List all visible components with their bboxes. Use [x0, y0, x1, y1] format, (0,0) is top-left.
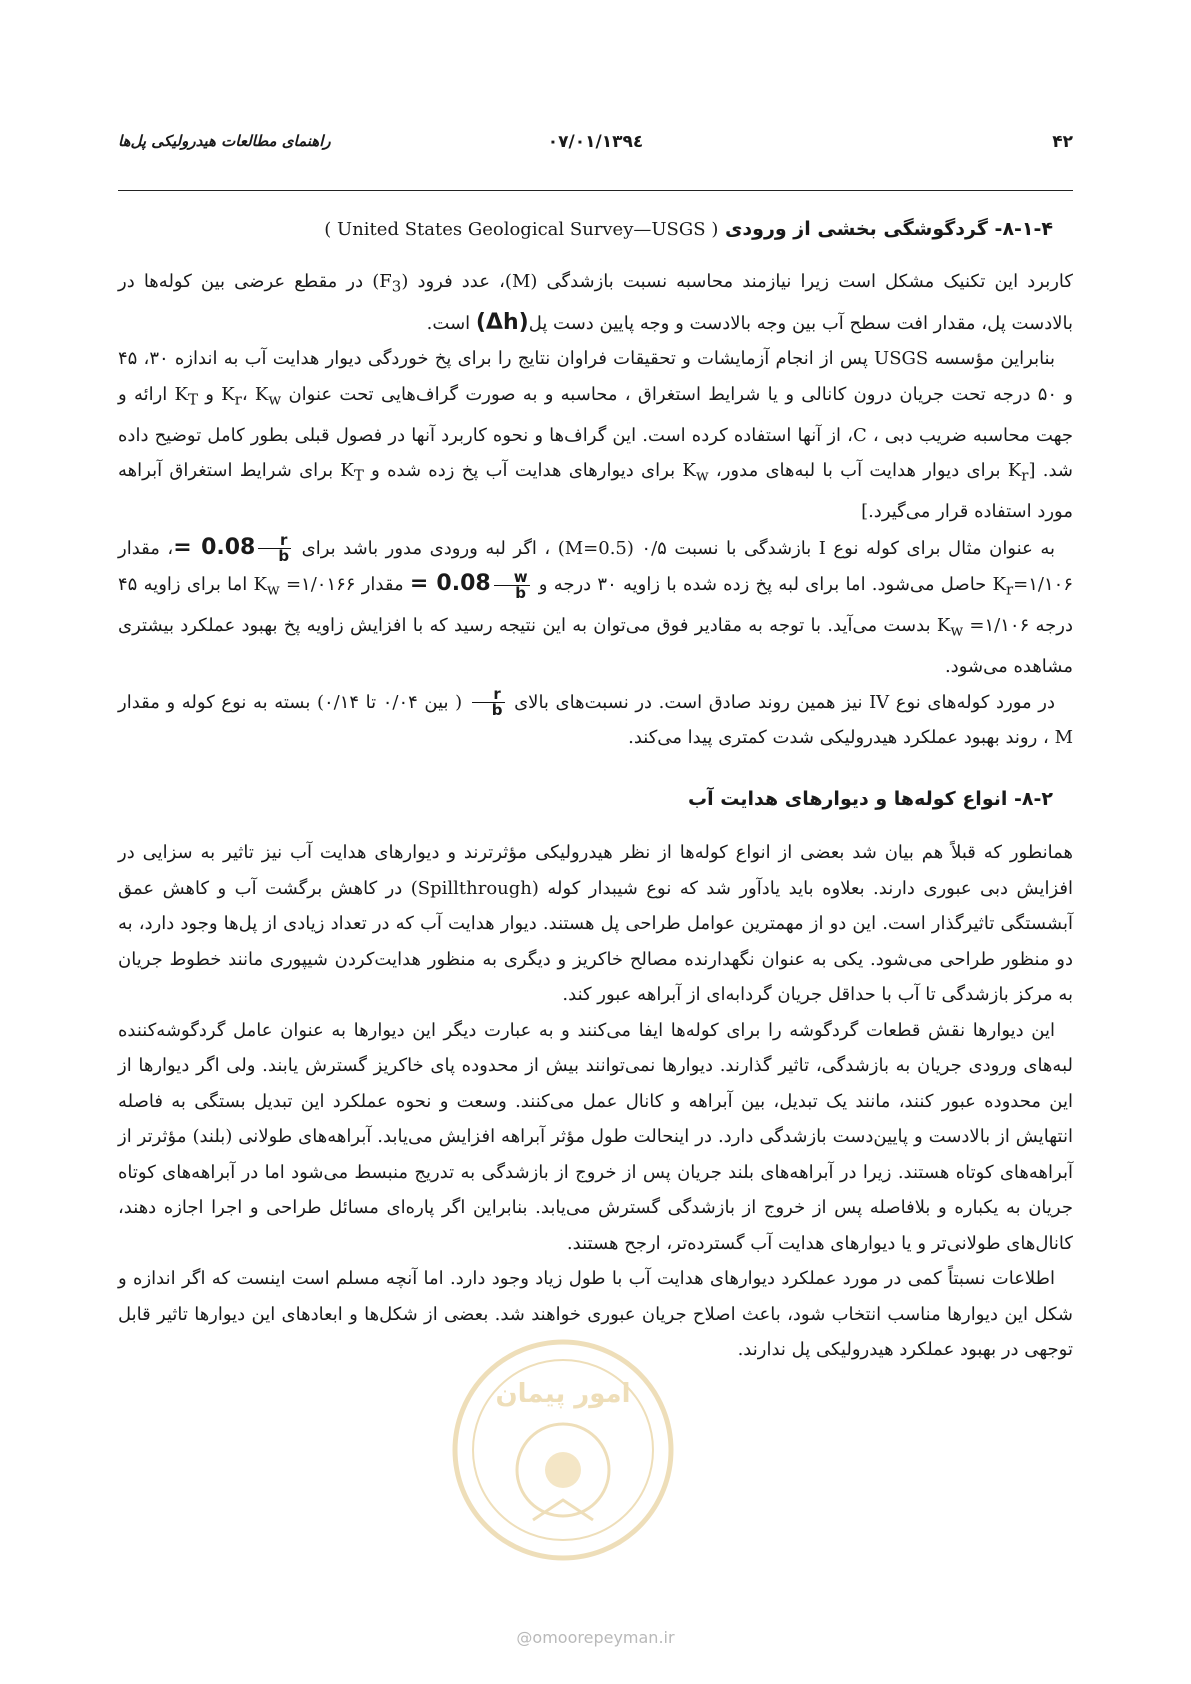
equation-value-2: = 0.08	[409, 571, 491, 597]
section-title: انواع کوله‌ها و دیوارهای هدایت آب	[688, 787, 1008, 810]
page-number: ۴۲	[1052, 132, 1073, 152]
paragraph-2: بنابراین مؤسسه USGS پس از انجام آزمایشات و تحقیقات فراوان نتایج را برای پخ خوردگی دیوار هدایت آب به اندازه ۳۰، ۴۵ و ۵۰ درجه تحت جریان درون کانالی و یا شرایط استغراق ، محاسبه و به صورت گراف‌هایی تحت عنوان $K_r،$ $K_w$ و $K_T$ ارائه و جهت محاسبه ضریب دبی ، C، از آنها استفاده کرده است. این گراف‌ها و نحوه کاربرد آنها در فصول قبلی بطور کامل توضیح داده شد. [$K_r$ برای دیوار هدایت آب با لبه‌های مدور، $K_w$ برای دیوارهای هدایت آب پخ زده شده و $K_T$ برای شرایط استغراق آبراهه مورد استفاده قرار می‌گیرد.]	[118, 348, 1074, 523]
section-number: ۸-۲-	[1014, 787, 1053, 810]
paragraph-1: کاربرد این تکنیک مشکل است زیرا نیازمند محاسبه نسبت بازشدگی (M)، عدد فرود $(F_3)$ در مقطع عرضی بین کوله‌ها در بالادست پل، مقدار افت سطح آب بین وجه بالادست و وجه پایین دست پل(Δh) است.	[118, 270, 1073, 335]
watermark-seal	[448, 1330, 678, 1570]
paragraph-4: در مورد کوله‌های نوع IV نیز همین روند صادق است. در نسبت‌های بالای $\frac{r}{b}$ ( بین ۰/۰۴ تا ۰/۱۴) بسته به نوع کوله و مقدار M ، روند بهبود عملکرد هیدرولیکی شدت کمتری پیدا می‌کند.	[118, 685, 1073, 749]
header-rule	[118, 190, 1073, 191]
paragraph-6: این دیوارها نقش قطعات گردگوشه را برای کوله‌ها ایفا می‌کنند و به عبارت دیگر این دیوارها به عنوان عامل گردگوشه‌کننده لبه‌های ورودی جریان به بازشدگی، تاثیر گذارند. دیوارها نمی‌توانند بیش از محدوده پای خاکریز گسترش یابند. ولی اگر دیوارها از این محدوده عبور کنند، مانند یک تبدیل، بین آبراهه و کانال عمل می‌کنند. وسعت و نحوه عملکرد این تبدیل بستگی به فاصله انتهایش از بالادست و پایین‌دست بازشدگی دارد. در اینحالت طول مؤثر آبراهه افزایش می‌یابد. آبراهه‌های طولانی (بلند) مؤثرتر از آبراهه‌های کوتاه هستند. زیرا در آبراهه‌های بلند جریان پس از خروج از بازشدگی به تدریج منبسط می‌شود اما در آبراهه‌های کوتاه جریان به یکباره و بلافاصله پس از خروج از بازشدگی گسترش می‌یابد. بنابراین اگر پاره‌ای مسائل طراحی و اجرا اجازه دهند، کانال‌های طولانی‌تر و یا دیوارهای هدایت آب گسترده‌تر، ارجح هستند.	[118, 1019, 1074, 1254]
section-title: گردگوشگی بخشی از ورودی	[724, 218, 988, 240]
section-heading-2	[118, 782, 1073, 818]
fraction-w-over-b: $\frac{w}{b}$	[494, 570, 530, 601]
paragraph-3: به عنوان مثال برای کوله نوع I بازشدگی با نسبت ۰/۵ (M=0.5) ، اگر لبه ورودی مدور باشد برای $\frac{r}{b}$ = 0.08، مقدار $K_r=۱/۱۰۶$ حاصل می‌شود. اما برای لبه پخ زده شده با زاویه ۳۰ درجه و $\frac{w}{b}$ = 0.08 مقدار $K_w$ =۱/۰۱۶۶ اما برای زاویه ۴۵ درجه $K_w$ =۱/۱۰۶ بدست می‌آید. با توجه به مقادیر فوق می‌توان به این نتیجه رسید که با افزایش زاویه پخ بهبود عملکرد بیشتری مشاهده می‌شود.	[118, 531, 1073, 678]
section-source: ( United States Geological Survey—USGS )	[324, 219, 719, 240]
section-number: ۸-۱-۴-	[994, 218, 1053, 240]
page-header	[118, 132, 1073, 156]
section-heading-1	[118, 212, 1073, 248]
paragraph-7: اطلاعات نسبتاً کمی در مورد عملکرد دیوارهای هدایت آب با طول زیاد وجود دارد. اما آنچه مسلم است اینست که اگر اندازه و شکل این دیوارها مناسب انتخاب شود، باعث اصلاح جریان عبوری خواهند شد. بعضی از شکل‌ها و ابعادهای این دیوارها تاثیر قابل توجهی در بهبود عملکرد هیدرولیکی پل ندارند.	[118, 1268, 1073, 1361]
watermark-site: @omoorepeyman.ir	[516, 1628, 675, 1647]
seal-text: امور پیمان	[495, 1379, 631, 1409]
book-title: راهنمای مطالعات هیدرولیکی پل‌ها	[118, 132, 331, 150]
header-date: ۱۳۹٤/۰۷/۰۱	[547, 132, 644, 152]
paragraph-5: همانطور که قبلاً هم بیان شد بعضی از انواع کوله‌ها از نظر هیدرولیکی مؤثرترند و دیوارهای هدایت آب نیز تاثیر به سزایی در افزایش دبی عبوری دارند. بعلاوه باید یادآور شد که نوع شیبدار کوله (Spillthrough) در کاهش برگشت آب و کاهش عمق آبشستگی تاثیرگذار است. این دو از مهمترین عوامل طراحی پل هستند. دیوار هدایت آب که در تعداد زیادی از پل‌ها وجود دارد، به دو منظور طراحی می‌شود. یکی به عنوان نگهدارنده مصالح خاکریز و دیگری به منظور هدایت‌کردن شیپوری مانند خطوط جریان به مرکز بازشدگی تا آب با حداقل جریان گردابه‌ای از آبراهه عبور کند.	[118, 842, 1074, 1006]
delta-h-symbol: (Δh)	[475, 309, 529, 335]
document-body	[118, 212, 1073, 1368]
fraction-r-over-b-2: $\frac{r}{b}$	[472, 687, 505, 718]
equation-value-1: = 0.08	[173, 534, 256, 560]
fraction-r-over-b: $\frac{r}{b}$	[258, 533, 291, 564]
